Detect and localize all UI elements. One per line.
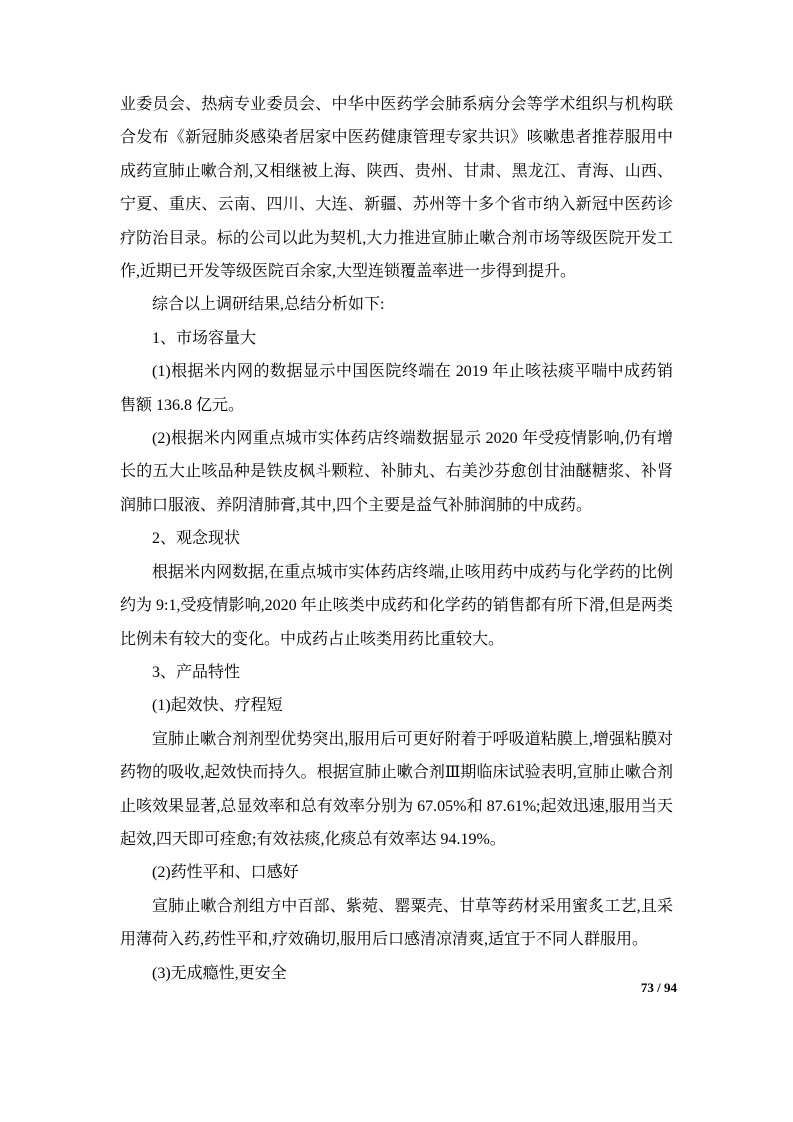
paragraph: 1、市场容量大	[152, 329, 257, 347]
paragraph: 根据米内网数据,在重点城市实体药店终端,止咳用药中成药与化学药的比例约为 9:1,受疫情影响,2020 年止咳类中成药和化学药的销售都有所下滑,但是两类比例未有较大的变化。中成药占止咳类用药比重较大。	[120, 563, 673, 648]
document-body	[120, 88, 673, 990]
paragraph: 3、产品特性	[152, 663, 241, 681]
paragraph: 综合以上调研结果,总结分析如下:	[152, 296, 385, 314]
paragraph: (2)药性平和、口感好	[152, 864, 299, 882]
page-number: 73 / 94	[640, 980, 677, 995]
paragraph: (1)起效快、疗程短	[152, 697, 283, 715]
paragraph: 2、观念现状	[152, 530, 241, 548]
paragraph: (1)根据米内网的数据显示中国医院终端在 2019 年止咳祛痰平喘中成药销售额 136.8 亿元。	[120, 363, 673, 414]
paragraph: 业委员会、热病专业委员会、中华中医药学会肺系病分会等学术组织与机构联合发布《新冠肺炎感染者居家中医药健康管理专家共识》咳嗽患者推荐服用中成药宣肺止嗽合剂,又相继被上海、陕西、贵州、甘肃、黑龙江、青海、山西、宁夏、重庆、云南、四川、大连、新疆、苏州等十多个省市纳入新冠中医药诊疗防治目录。标的公司以此为契机,大力推进宣肺止嗽合剂市场等级医院开发工作,近期已开发等级医院百余家,大型连锁覆盖率进一步得到提升。	[120, 96, 673, 281]
page-footer	[120, 979, 677, 997]
paragraph: (2)根据米内网重点城市实体药店终端数据显示 2020 年受疫情影响,仍有增长的五大止咳品种是铁皮枫斗颗粒、补肺丸、右美沙芬愈创甘油醚糖浆、补肾润肺口服液、养阴清肺膏,其中,四个主要是益气补肺润肺的中成药。	[120, 430, 673, 514]
paragraph: 宣肺止嗽合剂剂型优势突出,服用后可更好附着于呼吸道粘膜上,增强粘膜对药物的吸收,起效快而持久。根据宣肺止嗽合剂Ⅲ期临床试验表明,宣肺止嗽合剂止咳效果显著,总显效率和总有效率分别为 67.05%和 87.61%;起效迅速,服用当天起效,四天即可痊愈;有效祛痰,化痰总有效率达 94.19%。	[120, 730, 673, 848]
paragraph: (3)无成瘾性,更安全	[152, 964, 287, 982]
paragraph: 宣肺止嗽合剂组方中百部、紫菀、罂粟壳、甘草等药材采用蜜炙工艺,且采用薄荷入药,药性平和,疗效确切,服用后口感清凉清爽,适宜于不同人群服用。	[120, 897, 673, 949]
